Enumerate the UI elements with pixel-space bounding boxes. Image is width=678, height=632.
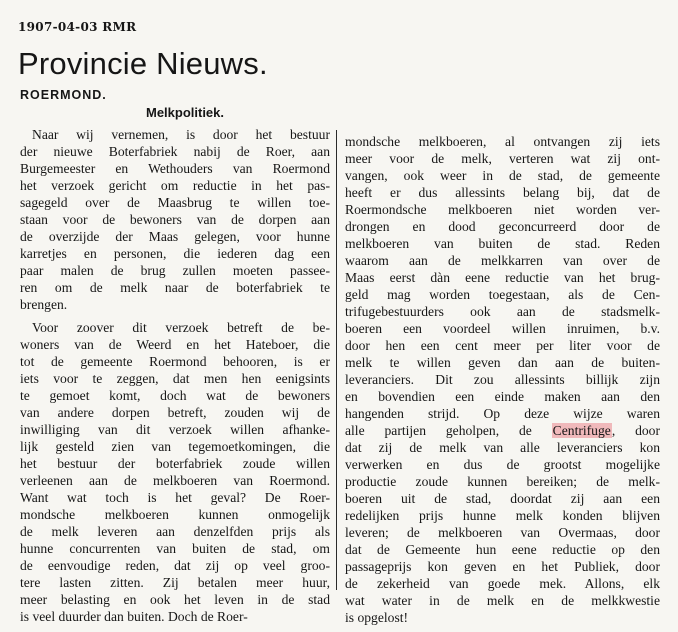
date-source-label: 1907-04-03 RMR: [18, 20, 137, 34]
text-line: waarom aan de melkkarren van over de: [345, 253, 660, 268]
text-line: dat de Gemeente hun eene reductie op den: [345, 542, 660, 557]
text-line: woners van de Weerd en het Hateboer, die: [20, 337, 330, 352]
text-line: leveranciers. Dit zou allessints billijk zijn: [345, 372, 660, 387]
text-line: de eenvoudige reden, dat zij op veel groo-: [20, 558, 330, 573]
text-line: passageprijs kon geven en het Publiek, door: [345, 559, 660, 574]
text-line: verwerken en dus de grootst mogelijke: [345, 457, 660, 472]
text-line: tere lasten zitten. Zij betalen meer huur,: [20, 575, 330, 590]
text-line: trifugebestuurders ook aan de stadsmelk-: [345, 304, 660, 319]
article-title: Melkpolitiek.: [145, 105, 225, 120]
text-line-highlight: [345, 422, 660, 439]
text-line: verleenen aan de melkboeren van Roermond.: [20, 473, 330, 488]
text-line: en bovendien een einde maken aan den: [345, 389, 660, 404]
article-body-left: [20, 126, 330, 625]
text-line: melkboeren van buiten de stad. Reden: [345, 236, 660, 251]
article-body-right-bottom: [345, 439, 660, 626]
text-fragment: alle partijen geholpen, de: [345, 423, 552, 438]
text-line: hunne concurrenten van buiten de stad, om: [20, 541, 330, 556]
text-line: paar malen de brug zullen moeten passee-: [20, 263, 330, 278]
text-line: productie zoude kunnen bereiken; de melk-: [345, 474, 660, 489]
text-line: ren om de melk naar de boterfabriek te: [20, 280, 330, 295]
text-line: boeren een voordeel willen inruimen, b.v.: [345, 321, 660, 336]
text-line: Want wat toch is het geval? De Roer-: [20, 490, 330, 505]
text-line: tot de gemeente Roermond behooren, is er: [20, 354, 330, 369]
text-line: Naar wij vernemen, is door het bestuur: [32, 127, 330, 142]
highlighted-word: Centrifuge: [552, 423, 611, 438]
text-line: lijk gesteld zien van tegemoetkomingen, die: [20, 439, 330, 454]
text-line: mondsche melkboeren kunnen onmogelijk: [20, 507, 330, 522]
article-column-right: [345, 133, 660, 626]
text-line: vangen, ook weer in de stad, de gemeente: [345, 168, 660, 183]
text-line: te gemoet komt, doch wat de bewoners: [20, 388, 330, 403]
text-line: melk te willen geven dan aan de buiten-: [345, 355, 660, 370]
text-line: door hen een cent meer per liter voor de: [345, 338, 660, 353]
text-line: Maas eerst dàn eene reductie van het brug-: [345, 270, 660, 285]
text-line: mondsche melkboeren, al ontvangen zij iets: [345, 134, 660, 149]
text-line: heeft er dus allessints belang bij, dat de: [345, 185, 660, 200]
text-line: de zekerheid van goede mek. Allons, elk: [345, 576, 660, 591]
text-line: van andere dorpen betreft, zouden wij de: [20, 405, 330, 420]
text-line: karretjes en personen, die iederen dag een: [20, 246, 330, 261]
text-line: brengen.: [20, 297, 68, 312]
text-line: staan voor de bewoners van de dorpen aan: [20, 212, 330, 227]
text-line: iets voor te zeggen, dat men hen eenigsints: [20, 371, 330, 386]
text-line: de overzijde der Maas gelegen, voor hunne: [20, 229, 330, 244]
text-line: wat water in de melk en de melkkwestie: [345, 593, 660, 608]
text-line: Voor zoover dit verzoek betreft de be-: [32, 320, 330, 335]
text-line: is veel duurder dan buiten. Doch de Roer-: [20, 609, 248, 624]
text-fragment: , door: [611, 423, 660, 438]
text-line: het bestuur der boterfabriek zoude willen: [20, 456, 330, 471]
section-heading: Provincie Nieuws.: [18, 46, 268, 81]
article-column-left: [20, 104, 330, 625]
text-line: sagegeld over de Maasbrug te willen toe-: [20, 195, 330, 210]
text-line: der nieuwe Boterfabriek nabij de Roer, aan: [20, 144, 330, 159]
text-line: leveren; de melkboeren van Overmaas, door: [345, 525, 660, 540]
text-line: drongen en dood geconcurreerd door de: [345, 219, 660, 234]
text-line: Burgemeester en Wethouders van Roermond: [20, 161, 330, 176]
text-line: het verzoek gericht om reductie in het pas-: [20, 178, 330, 193]
text-line: meer voor de melk, verteren wat zij ont-: [345, 151, 660, 166]
text-line: hangenden strijd. Op deze wijze waren: [345, 406, 660, 421]
text-line: boeren uit de stad, doordat zij aan een: [345, 491, 660, 506]
text-line: meer belasting en ook het leven in de stad: [20, 592, 330, 607]
text-line: geld mag worden toegestaan, als de Cen-: [345, 287, 660, 302]
text-line: Roermondsche melkboeren niet worden ver-: [345, 202, 660, 217]
text-line: redelijken prijs hunne melk konden blijven: [345, 508, 660, 523]
place-dateline: ROERMOND.: [20, 88, 107, 102]
text-line: dat zij de melk van alle leveranciers kon: [345, 440, 660, 455]
text-line: de melk leveren aan denzelfden prijs als: [20, 524, 330, 539]
text-line: is opgelost!: [345, 610, 409, 625]
text-line: inwilliging van dit verzoek willen afhanke-: [20, 422, 330, 437]
article-body-right-top: [345, 133, 660, 422]
column-divider: [336, 130, 337, 590]
